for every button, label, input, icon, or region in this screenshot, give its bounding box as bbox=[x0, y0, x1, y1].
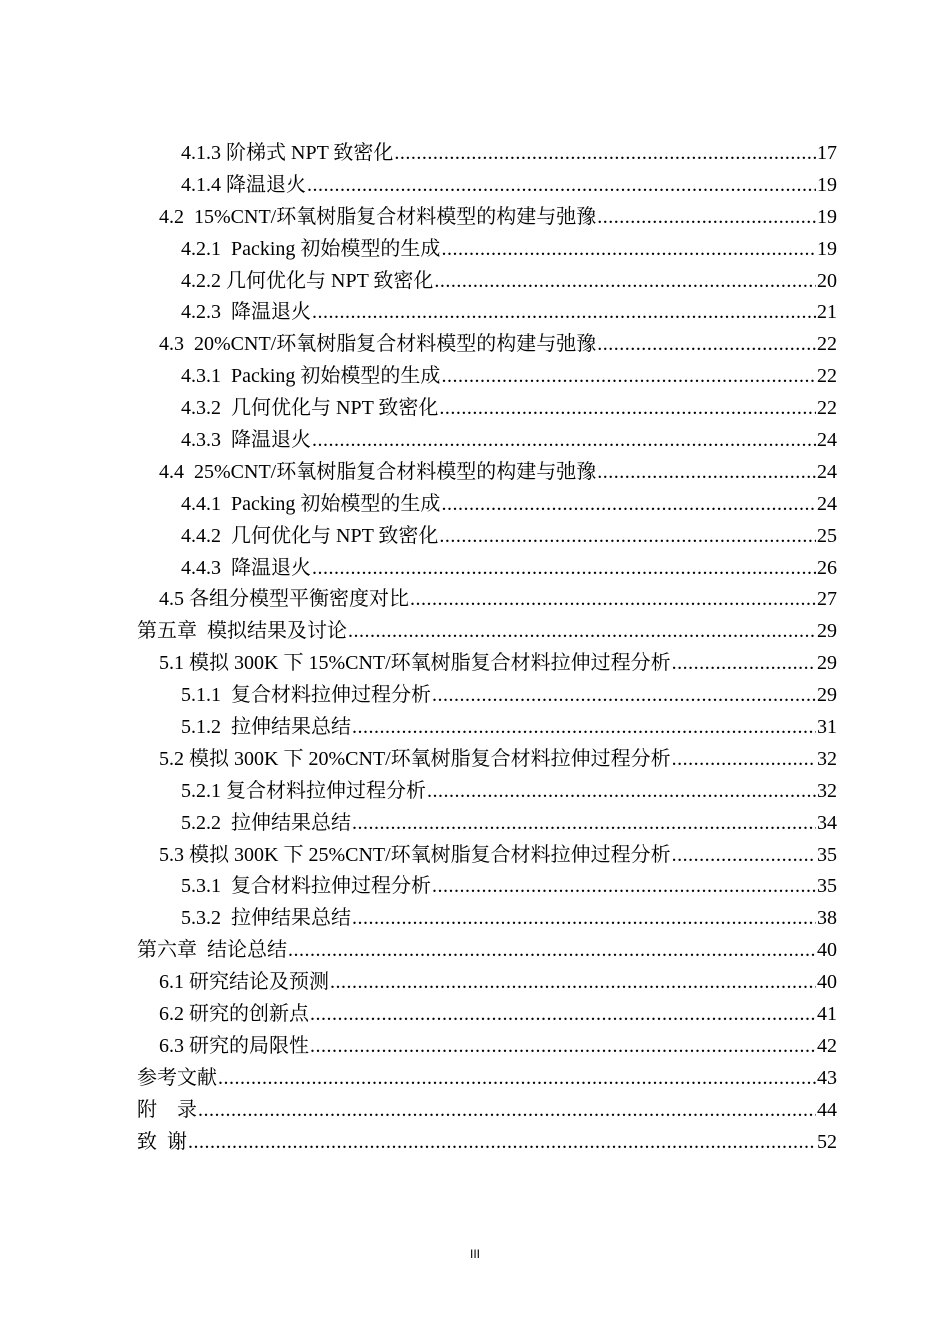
toc-entry-page-number: 22 bbox=[817, 333, 837, 356]
toc-dot-leader bbox=[310, 1031, 816, 1063]
toc-dot-leader bbox=[432, 680, 816, 712]
toc-dot-leader bbox=[198, 1095, 816, 1127]
toc-entry-title: 5.2 模拟 300K 下 20%CNT/环氧树脂复合材料拉伸过程分析 bbox=[159, 747, 671, 770]
toc-entry-page-number: 40 bbox=[817, 939, 837, 962]
table-of-contents bbox=[137, 138, 837, 1159]
toc-dot-leader bbox=[394, 138, 816, 170]
toc-entry[interactable] bbox=[137, 457, 837, 489]
toc-entry-page-number: 19 bbox=[817, 173, 837, 196]
toc-dot-leader bbox=[672, 648, 816, 680]
toc-entry[interactable] bbox=[137, 361, 837, 393]
toc-dot-leader bbox=[312, 553, 816, 585]
toc-entry-title: 5.2.1 复合材料拉伸过程分析 bbox=[181, 779, 426, 802]
toc-entry-title: 4.4.2 几何优化与 NPT 致密化 bbox=[181, 524, 439, 547]
toc-entry[interactable] bbox=[137, 202, 837, 234]
toc-entry-title: 4.4.3 降温退火 bbox=[181, 556, 311, 579]
toc-entry-title: 5.3.2 拉伸结果总结 bbox=[181, 907, 351, 930]
toc-entry[interactable] bbox=[137, 712, 837, 744]
toc-entry[interactable] bbox=[137, 648, 837, 680]
toc-entry-title: 附 录 bbox=[137, 1098, 197, 1121]
toc-dot-leader bbox=[441, 489, 816, 521]
toc-entry-page-number: 41 bbox=[817, 1003, 837, 1026]
toc-entry-page-number: 35 bbox=[817, 843, 837, 866]
toc-entry-title: 4.3.3 降温退火 bbox=[181, 429, 311, 452]
toc-dot-leader bbox=[218, 1063, 816, 1095]
toc-entry-page-number: 27 bbox=[817, 588, 837, 611]
toc-entry-title: 6.2 研究的创新点 bbox=[159, 1003, 309, 1026]
toc-entry-page-number: 35 bbox=[817, 875, 837, 898]
toc-dot-leader bbox=[427, 776, 816, 808]
toc-entry-title: 5.1.2 拉伸结果总结 bbox=[181, 716, 351, 739]
toc-entry[interactable] bbox=[137, 553, 837, 585]
toc-entry-page-number: 26 bbox=[817, 556, 837, 579]
toc-entry-title: 4.3 20%CNT/环氧树脂复合材料模型的构建与弛豫 bbox=[159, 333, 597, 356]
toc-entry-title: 6.3 研究的局限性 bbox=[159, 1034, 309, 1057]
toc-entry[interactable] bbox=[137, 489, 837, 521]
toc-entry[interactable] bbox=[137, 967, 837, 999]
toc-entry-title: 4.4.1 Packing 初始模型的生成 bbox=[181, 492, 441, 515]
toc-dot-leader bbox=[432, 871, 816, 903]
toc-entry[interactable] bbox=[137, 1063, 837, 1095]
toc-dot-leader bbox=[597, 457, 816, 489]
toc-entry[interactable] bbox=[137, 999, 837, 1031]
toc-entry-page-number: 32 bbox=[817, 779, 837, 802]
toc-entry[interactable] bbox=[137, 808, 837, 840]
toc-entry-title: 4.4 25%CNT/环氧树脂复合材料模型的构建与弛豫 bbox=[159, 460, 597, 483]
toc-entry[interactable] bbox=[137, 393, 837, 425]
toc-dot-leader bbox=[439, 521, 816, 553]
toc-dot-leader bbox=[597, 202, 816, 234]
toc-dot-leader bbox=[352, 903, 816, 935]
toc-entry-page-number: 24 bbox=[817, 460, 837, 483]
toc-dot-leader bbox=[330, 967, 816, 999]
toc-dot-leader bbox=[441, 234, 816, 266]
toc-dot-leader bbox=[410, 584, 816, 616]
toc-entry-title: 5.1 模拟 300K 下 15%CNT/环氧树脂复合材料拉伸过程分析 bbox=[159, 652, 671, 675]
toc-dot-leader bbox=[312, 425, 816, 457]
toc-entry-title: 6.1 研究结论及预测 bbox=[159, 971, 329, 994]
toc-dot-leader bbox=[352, 808, 816, 840]
toc-entry-page-number: 22 bbox=[817, 365, 837, 388]
toc-entry-title: 5.3 模拟 300K 下 25%CNT/环氧树脂复合材料拉伸过程分析 bbox=[159, 843, 671, 866]
toc-entry-title: 第六章 结论总结 bbox=[137, 939, 287, 962]
toc-dot-leader bbox=[348, 616, 816, 648]
toc-entry-title: 4.3.1 Packing 初始模型的生成 bbox=[181, 365, 441, 388]
toc-entry[interactable] bbox=[137, 744, 837, 776]
toc-entry-title: 4.1.3 阶梯式 NPT 致密化 bbox=[181, 142, 394, 164]
toc-entry-title: 5.3.1 复合材料拉伸过程分析 bbox=[181, 875, 431, 898]
toc-entry-page-number: 38 bbox=[817, 907, 837, 930]
toc-dot-leader bbox=[352, 712, 816, 744]
toc-entry-page-number: 21 bbox=[817, 301, 837, 324]
toc-entry-title: 4.2 15%CNT/环氧树脂复合材料模型的构建与弛豫 bbox=[159, 205, 597, 228]
toc-entry[interactable] bbox=[137, 138, 837, 170]
toc-entry[interactable] bbox=[137, 1127, 837, 1159]
toc-dot-leader bbox=[312, 297, 816, 329]
toc-entry[interactable] bbox=[137, 1031, 837, 1063]
toc-entry-page-number: 31 bbox=[817, 716, 837, 739]
toc-dot-leader bbox=[310, 999, 816, 1031]
toc-entry-title: 5.2.2 拉伸结果总结 bbox=[181, 811, 351, 834]
toc-entry[interactable] bbox=[137, 170, 837, 202]
toc-entry[interactable] bbox=[137, 266, 837, 298]
toc-entry-page-number: 42 bbox=[817, 1034, 837, 1057]
toc-entry-title: 4.2.3 降温退火 bbox=[181, 301, 311, 324]
page-number-footer: III bbox=[469, 1247, 480, 1261]
toc-entry-page-number: 24 bbox=[817, 492, 837, 515]
toc-dot-leader bbox=[441, 361, 816, 393]
toc-entry-title: 4.2.1 Packing 初始模型的生成 bbox=[181, 237, 441, 260]
toc-entry[interactable] bbox=[137, 521, 837, 553]
toc-dot-leader bbox=[288, 935, 816, 967]
toc-entry[interactable] bbox=[137, 871, 837, 903]
toc-entry[interactable] bbox=[137, 840, 837, 872]
toc-entry-page-number: 29 bbox=[817, 684, 837, 707]
toc-entry-page-number: 43 bbox=[817, 1066, 837, 1089]
toc-entry[interactable] bbox=[137, 234, 837, 266]
toc-entry[interactable] bbox=[137, 616, 837, 648]
toc-entry-title: 第五章 模拟结果及讨论 bbox=[137, 620, 347, 643]
toc-entry-page-number: 19 bbox=[817, 237, 837, 260]
toc-entry-page-number: 22 bbox=[817, 397, 837, 420]
toc-entry-title: 4.1.4 降温退火 bbox=[181, 173, 306, 196]
toc-entry-page-number: 29 bbox=[817, 620, 837, 643]
toc-entry[interactable] bbox=[137, 1095, 837, 1127]
toc-entry[interactable] bbox=[137, 680, 837, 712]
toc-dot-leader bbox=[439, 393, 816, 425]
toc-entry-page-number: 32 bbox=[817, 747, 837, 770]
toc-dot-leader bbox=[597, 329, 816, 361]
toc-entry-page-number: 34 bbox=[817, 811, 837, 834]
toc-entry-page-number: 29 bbox=[817, 652, 837, 675]
toc-entry-title: 4.2.2 几何优化与 NPT 致密化 bbox=[181, 269, 434, 292]
toc-entry[interactable] bbox=[137, 935, 837, 967]
toc-dot-leader bbox=[672, 744, 816, 776]
toc-entry[interactable] bbox=[137, 425, 837, 457]
toc-entry-page-number: 20 bbox=[817, 269, 837, 292]
toc-dot-leader bbox=[672, 840, 816, 872]
toc-entry-title: 4.3.2 几何优化与 NPT 致密化 bbox=[181, 397, 439, 420]
toc-entry-page-number: 19 bbox=[817, 205, 837, 228]
toc-entry-page-number: 24 bbox=[817, 429, 837, 452]
toc-entry[interactable] bbox=[137, 297, 837, 329]
toc-dot-leader bbox=[188, 1127, 816, 1159]
toc-entry-page-number: 17 bbox=[817, 142, 837, 164]
toc-entry-title: 4.5 各组分模型平衡密度对比 bbox=[159, 588, 409, 611]
toc-entry[interactable] bbox=[137, 584, 837, 616]
toc-dot-leader bbox=[307, 170, 816, 202]
toc-entry[interactable] bbox=[137, 329, 837, 361]
toc-entry-title: 5.1.1 复合材料拉伸过程分析 bbox=[181, 684, 431, 707]
toc-entry[interactable] bbox=[137, 903, 837, 935]
toc-entry[interactable] bbox=[137, 776, 837, 808]
toc-dot-leader bbox=[434, 266, 816, 298]
toc-entry-page-number: 44 bbox=[817, 1098, 837, 1121]
toc-entry-title: 致 谢 bbox=[137, 1130, 187, 1153]
toc-entry-page-number: 52 bbox=[817, 1130, 837, 1153]
toc-entry-page-number: 25 bbox=[817, 524, 837, 547]
toc-entry-title: 参考文献 bbox=[137, 1066, 217, 1089]
toc-entry-page-number: 40 bbox=[817, 971, 837, 994]
